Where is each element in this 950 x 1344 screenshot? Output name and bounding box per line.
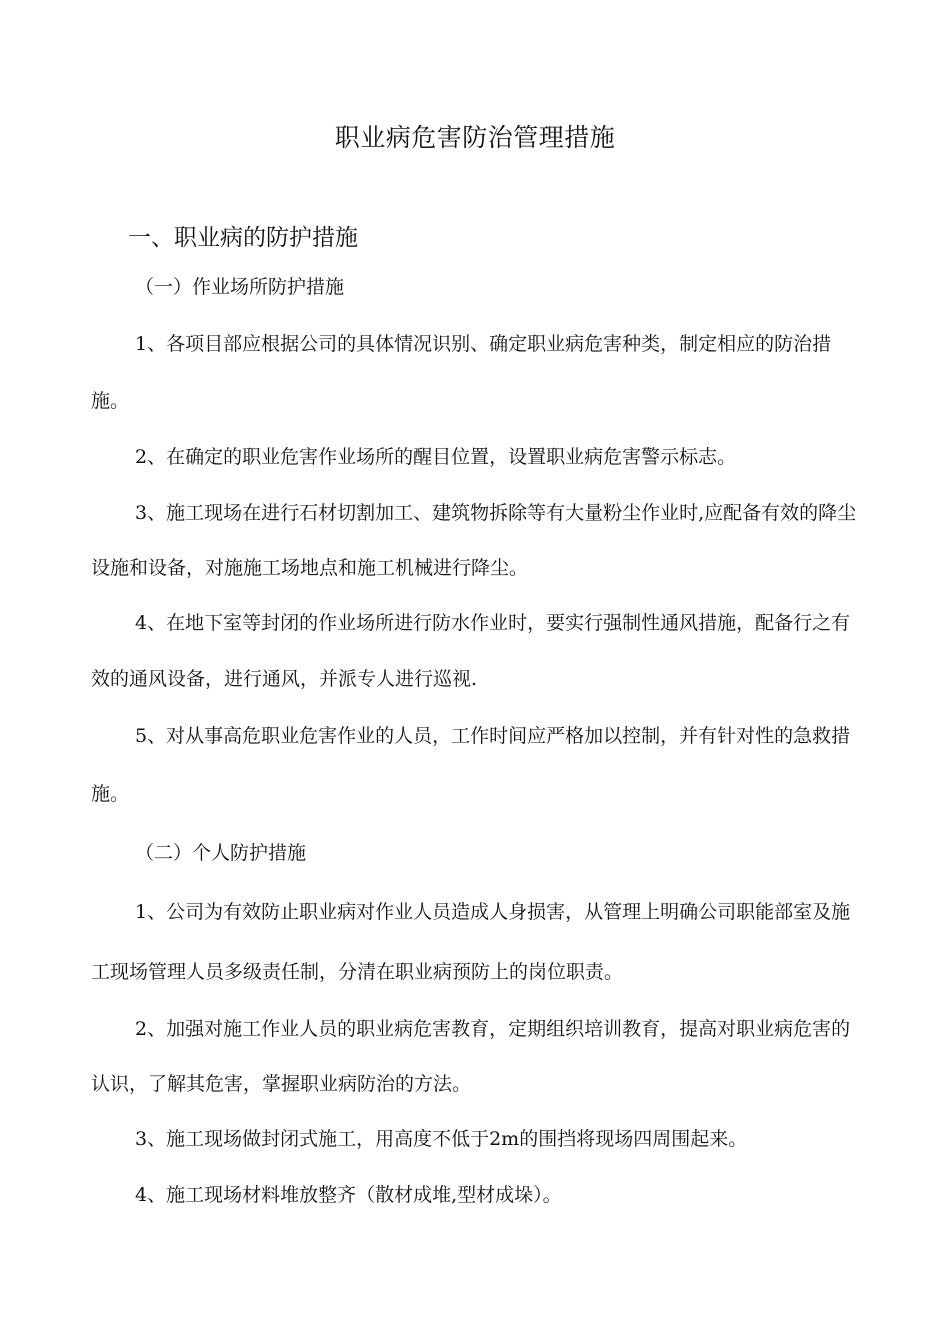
paragraph-line: 设施和设备，对施施工场地点和施工机械进行降尘。 xyxy=(91,557,529,579)
subsection-heading-2: （二）个人防护措施 xyxy=(135,842,307,864)
section-heading-1: 一、职业病的防护措施 xyxy=(128,225,358,251)
paragraph-line: 施。 xyxy=(91,390,130,412)
paragraph-line: 认识，了解其危害，掌握职业病防治的方法。 xyxy=(91,1073,472,1095)
paragraph-line: 2、加强对施工作业人员的职业病危害教育，定期组织培训教育，提高对职业病危害的 xyxy=(135,1018,851,1040)
paragraph-line: 1、各项目部应根据公司的具体情况识别、确定职业病危害种类，制定相应的防治措 xyxy=(135,333,832,355)
paragraph-line: 2、在确定的职业危害作业场所的醒目位置，设置职业病危害警示标志。 xyxy=(135,446,737,468)
paragraph-line: 4、施工现场材料堆放整齐（散材成堆,型材成垛）。 xyxy=(135,1184,562,1206)
paragraph-line: 4、在地下室等封闭的作业场所进行防水作业时，要实行强制性通风措施，配备行之有 xyxy=(135,612,851,634)
document-title: 职业病危害防治管理措施 xyxy=(334,123,616,152)
paragraph-line: 3、施工现场做封闭式施工，用高度不低于2m的围挡将现场四周围起来。 xyxy=(135,1128,748,1150)
paragraph-line: 效的通风设备，进行通风，并派专人进行巡视. xyxy=(91,668,478,690)
paragraph-line: 1、公司为有效防止职业病对作业人员造成人身损害，从管理上明确公司职能部室及施 xyxy=(135,901,851,923)
subsection-heading-1: （一）作业场所防护措施 xyxy=(135,276,345,298)
paragraph-line: 工现场管理人员多级责任制，分清在职业病预防上的岗位职责。 xyxy=(91,961,624,983)
paragraph-line: 3、施工现场在进行石材切割加工、建筑物拆除等有大量粉尘作业时,应配备有效的降尘 xyxy=(135,502,857,524)
paragraph-line: 5、对从事高危职业危害作业的人员，工作时间应严格加以控制，并有针对性的急救措 xyxy=(135,725,851,747)
paragraph-line: 施。 xyxy=(91,783,130,805)
